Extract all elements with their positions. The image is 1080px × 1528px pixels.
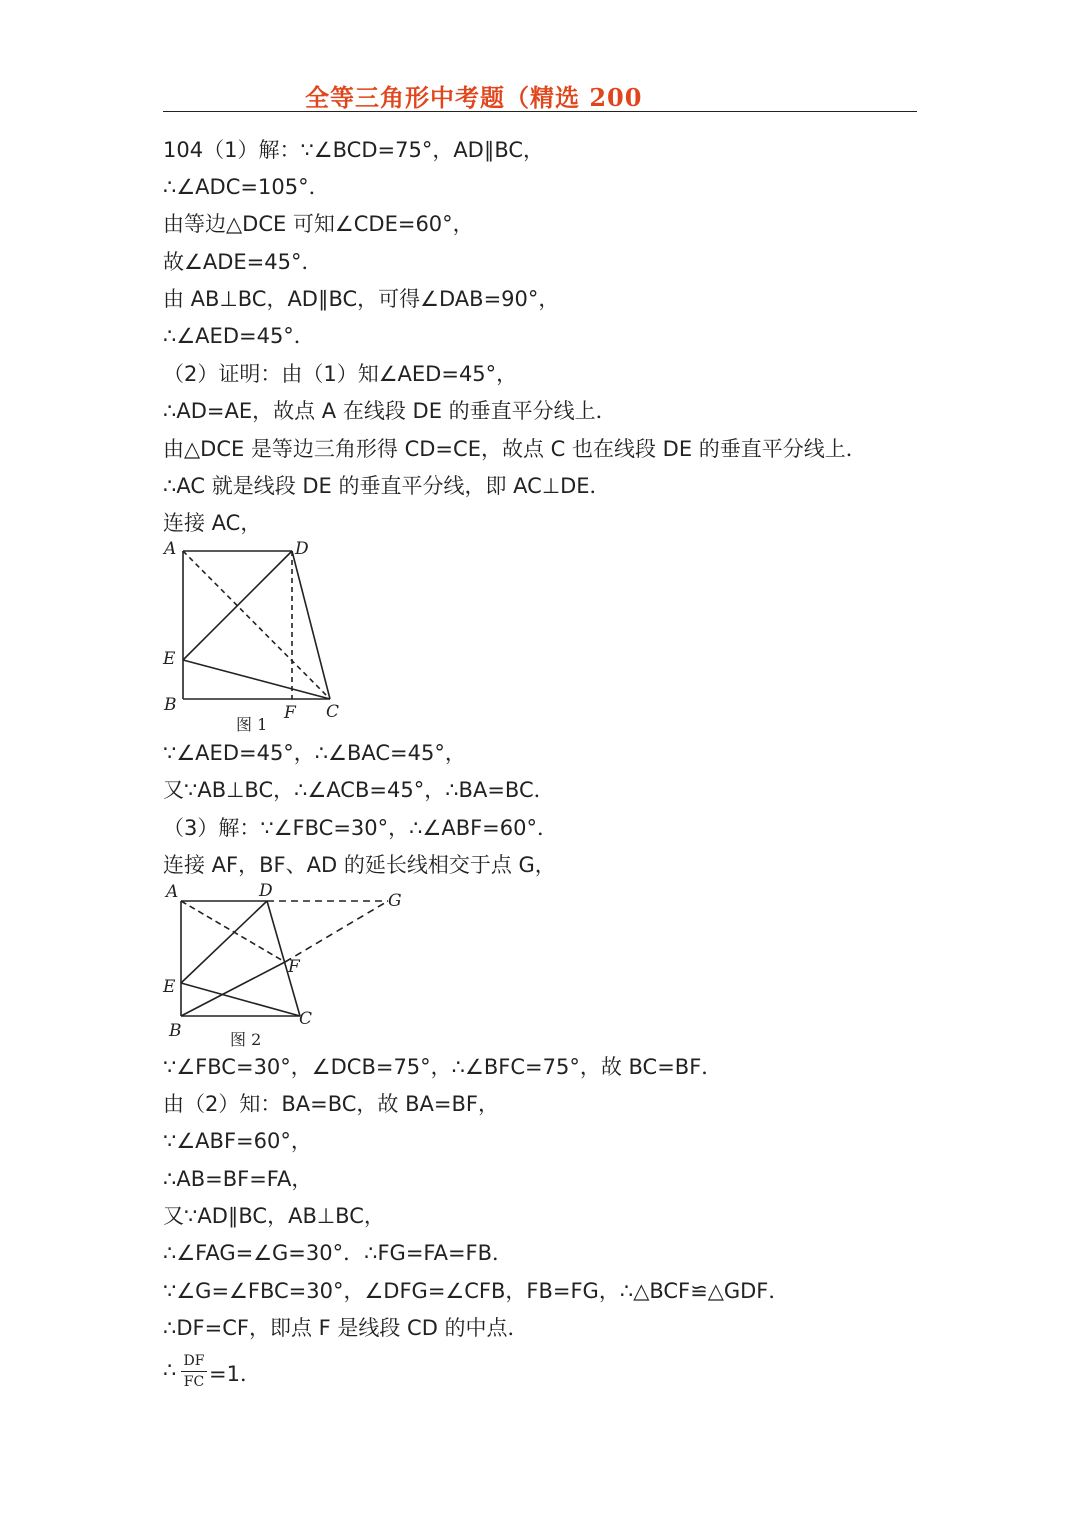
solution-line: ∵∠AED=45°，∴∠BAC=45°，	[163, 741, 466, 765]
dashed-segment-fg	[285, 901, 388, 962]
fraction-denominator: FC	[183, 1374, 205, 1390]
solution-line: 由△DCE 是等边三角形得 CD=CE，故点 C 也在线段 DE 的垂直平分线上．	[163, 437, 867, 461]
segment-ed	[181, 901, 267, 983]
solution-line: ∵∠FBC=30°，∠DCB=75°，∴∠BFC=75°，故 BC=BF．	[163, 1055, 723, 1079]
fraction-df-over-fc	[181, 1352, 207, 1391]
solution-line: ∴∠ADC=105°．	[163, 175, 330, 199]
solution-line: 又∵AB⊥BC，∴∠ACB=45°，∴BA=BC．	[163, 778, 555, 802]
solution-line: ∴∠AED=45°．	[163, 324, 315, 348]
point-label-b: B	[164, 695, 177, 715]
figure-caption: 图 1	[236, 715, 268, 734]
point-label-a: A	[166, 882, 179, 902]
point-label-c: C	[299, 1009, 313, 1029]
segment-ec	[183, 660, 330, 699]
solution-line: （2）证明：由（1）知∠AED=45°，	[163, 362, 518, 386]
point-label-d: D	[259, 881, 273, 901]
figure-caption: 图 2	[230, 1030, 262, 1049]
fraction-numerator: DF	[183, 1353, 205, 1369]
solution-line: 故∠ADE=45°．	[163, 250, 323, 274]
point-label-b: B	[169, 1021, 182, 1041]
segment-dc	[292, 551, 330, 699]
solution-line: 连接 AC，	[163, 511, 262, 535]
solution-line: 又∵AD∥BC，AB⊥BC，	[163, 1204, 385, 1228]
solution-line: 由等边△DCE 可知∠CDE=60°，	[163, 212, 474, 236]
solution-line: ∴AB=BF=FA，	[163, 1167, 313, 1191]
solution-line: ∵∠G=∠FBC=30°，∠DFG=∠CFB，FB=FG，∴△BCF≌△GDF．	[163, 1279, 790, 1303]
point-label-e: E	[163, 649, 176, 669]
solution-line: 连接 AF，BF、AD 的延长线相交于点 G，	[163, 853, 556, 877]
solution-line: 由（2）知：BA=BC，故 BA=BF，	[163, 1092, 499, 1116]
therefore-symbol: ∴	[163, 1358, 177, 1382]
point-label-c: C	[326, 702, 340, 722]
solution-line: 由 AB⊥BC，AD∥BC，可得∠DAB=90°，	[163, 287, 560, 311]
solution-line: ∴DF=CF，即点 F 是线段 CD 的中点．	[163, 1316, 529, 1340]
geometry-figure-1	[160, 538, 360, 738]
solution-line: （3）解：∵∠FBC=30°，∴∠ABF=60°．	[163, 816, 559, 840]
header-divider	[163, 111, 917, 112]
fraction-result: =1．	[209, 1362, 261, 1386]
geometry-figure-2	[160, 880, 410, 1055]
point-label-g: G	[388, 891, 402, 911]
solution-line: 104（1）解：∵∠BCD=75°，AD∥BC，	[163, 138, 545, 162]
point-label-d: D	[295, 539, 309, 559]
solution-line: ∴AC 就是线段 DE 的垂直平分线，即 AC⊥DE．	[163, 474, 611, 498]
point-label-f: F	[284, 703, 296, 723]
point-label-e: E	[163, 977, 176, 997]
point-label-f: F	[288, 957, 300, 977]
solution-line: ∵∠ABF=60°，	[163, 1129, 312, 1153]
point-label-a: A	[164, 539, 177, 559]
dashed-segment-ac	[183, 551, 330, 699]
solution-line: ∴AD=AE，故点 A 在线段 DE 的垂直平分线上．	[163, 399, 617, 423]
segment-ec	[181, 983, 300, 1016]
segment-ed	[183, 551, 292, 660]
fraction-bar	[181, 1371, 207, 1372]
page-header-title: 全等三角形中考题（精选 200	[305, 83, 643, 112]
solution-line: ∴∠FAG=∠G=30°．∴FG=FA=FB．	[163, 1241, 514, 1265]
